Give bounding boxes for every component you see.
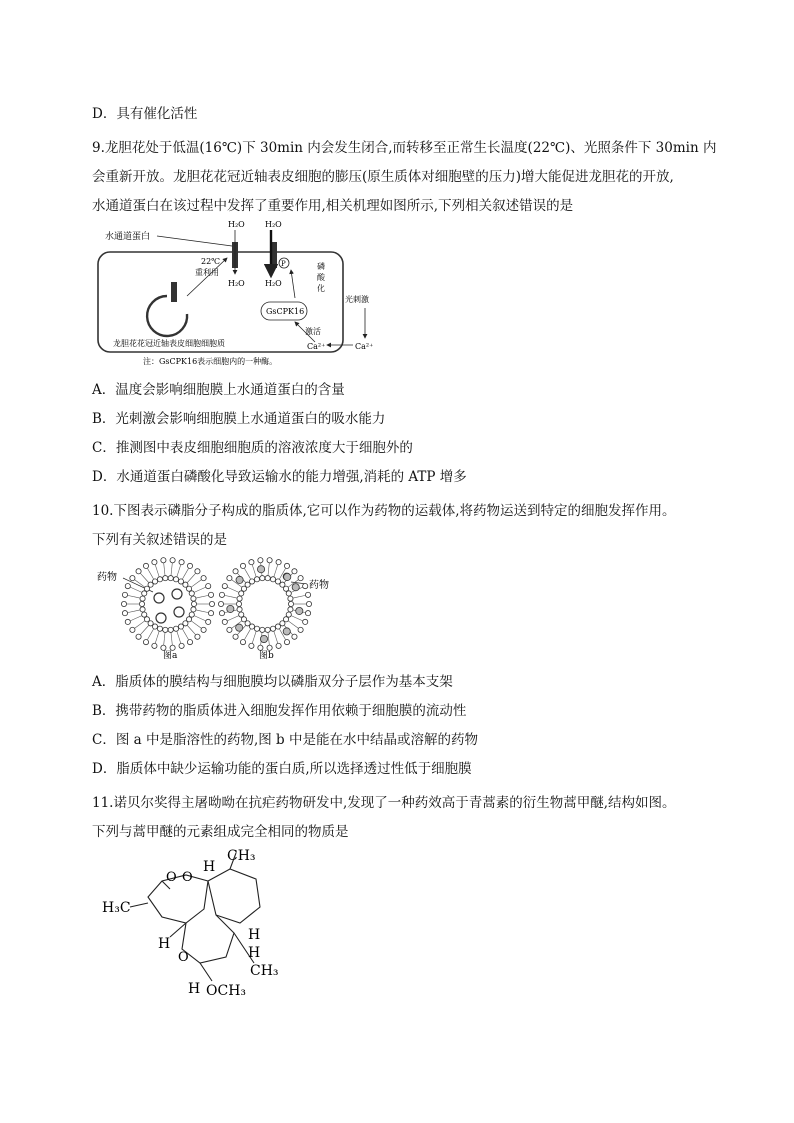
phospholipid-tail [291,616,297,619]
phospholipid-tail [268,569,269,575]
liposome-a [121,558,214,651]
drug-molecule [296,607,303,614]
phospholipid-tail [172,563,173,569]
phospholipid-tail [187,625,191,630]
svg-text:H₂O: H₂O [265,279,282,288]
phospholipid-head [209,601,214,606]
drug-molecule [284,573,291,580]
drug-molecule [283,628,290,635]
phospholipid-head [195,569,200,574]
phospholipid-tail [252,565,254,571]
q10-option-c: C．图 a 中是脂溶性的药物,图 b 中是能在水中结晶或溶解的药物 [92,732,478,748]
svg-text:GsCPK16: GsCPK16 [266,307,305,316]
phospholipid-tail [164,639,165,645]
phospholipid-tail [283,568,286,574]
q10-option-b: B．携带药物的脂质体进入细胞发挥作用依赖于细胞膜的流动性 [92,703,467,719]
vesicle-channel [171,282,177,302]
phospholipid-head [298,627,303,632]
drug-molecule [257,566,264,573]
phospholipid-tail [194,616,200,619]
phospholipid-head [241,617,246,622]
drug-a3 [174,607,184,617]
phospholipid-tail [244,568,247,574]
svg-text:化: 化 [317,284,325,293]
phospholipid-tail [164,569,165,575]
q9-stem-line2: 会重新开放。龙胆花花冠近轴表皮细胞的膨压(原生质体对细胞壁的压力)增大能促进龙胆花的开放, [92,169,674,185]
phospholipid-tail [164,563,165,569]
phospholipid-head [139,601,144,606]
svg-text:酸: 酸 [317,273,325,282]
phospholipid-tail [171,632,172,638]
phospholipid-head [240,640,245,645]
phospholipid-head [130,627,135,632]
phospholipid-head [219,611,224,616]
phospholipid-head [143,640,148,645]
phospholipid-tail [151,574,154,580]
phospholipid-head [254,626,259,631]
phospholipid-tail [130,618,136,621]
drug-a2 [172,589,182,599]
phospholipid-tail [231,597,237,598]
phospholipid-head [130,576,135,581]
q9-option-a: A．温度会影响细胞膜上水通道蛋白的含量 [92,382,345,398]
phospholipid-head [157,626,162,631]
phospholipid-head [163,576,168,581]
phospholipid-head [236,601,241,606]
phospholipid-tail [128,595,134,596]
drug-molecule [236,624,243,631]
phospholipid-head [125,584,130,589]
phospholipid-tail [130,587,136,590]
phospholipid-tail [155,637,157,643]
drug-molecule [260,635,267,642]
phospholipid-tail [225,595,231,596]
phospholipid-head [303,584,308,589]
phospholipid-head [303,619,308,624]
phospholipid-head [125,619,130,624]
phospholipid-tail [164,632,165,638]
svg-text:OCH₃: OCH₃ [206,983,247,999]
q10-stem-line2: 下列有关叙述错误的是 [92,532,227,548]
phospholipid-head [222,584,227,589]
phospholipid-tail [293,597,299,598]
phospholipid-tail [187,578,191,583]
svg-text:激活: 激活 [305,327,321,336]
phospholipid-tail [252,637,254,643]
phospholipid-head [237,596,242,601]
phospholipid-head [260,576,265,581]
phospholipid-head [292,634,297,639]
phospholipid-head [237,607,242,612]
q9-stem-line1: 9.龙胆花处于低温(16℃)下 30min 内会发生闭合,而转移至正常生长温度(22℃)、光照条件下 30min 内 [92,140,717,156]
svg-text:H: H [188,981,201,997]
phospholipid-tail [151,629,154,635]
phospholipid-tail [171,569,172,575]
phospholipid-head [288,607,293,612]
phospholipid-head [208,611,213,616]
q10-stem-line1: 10.下图表示磷脂分子构成的脂质体,它可以作为药物的运载体,将药物运送到特定的细胞发挥作用。 [92,503,676,519]
phospholipid-head [201,576,206,581]
svg-text:22℃: 22℃ [201,257,221,266]
phospholipid-tail [196,625,201,629]
phospholipid-tail [288,621,293,625]
recycled-vesicle [147,296,187,336]
phospholipid-head [179,643,184,648]
svg-text:CH₃: CH₃ [227,848,256,864]
phospholipid-head [288,596,293,601]
phospholipid-head [191,601,196,606]
q9-option-d: D．水通道蛋白磷酸化导致运输水的能力增强,消耗的 ATP 增多 [92,469,467,485]
phospholipid-head [168,576,173,581]
phospholipid-head [206,584,211,589]
phospholipid-tail [254,631,256,637]
phospholipid-head [276,643,281,648]
phospholipid-tail [157,631,159,637]
q8-option-d: D．具有催化活性 [92,106,198,122]
phospholipid-head [275,624,280,629]
phospholipid-head [249,560,254,565]
drug-molecule [227,605,234,612]
svg-text:Ca²⁺: Ca²⁺ [355,342,374,351]
phospholipid-head [305,611,310,616]
phospholipid-head [219,592,224,597]
phospholipid-head [152,579,157,584]
q9-option-c: C．推测图中表皮细胞细胞质的溶液浓度大于细胞外的 [92,440,413,456]
figure-note: 注：GsCPK16表示细胞内的一种酶。 [143,357,278,366]
q11-stem-line2: 下列与蒿甲醚的元素组成完全相同的物质是 [92,824,349,840]
phospholipid-tail [297,618,303,621]
phospholipid-tail [191,583,196,587]
phospholipid-tail [177,571,179,577]
phospholipid-head [270,626,275,631]
phospholipid-head [267,645,272,650]
drug-label-b: 药物 [309,580,329,591]
svg-text:H₂O: H₂O [228,279,245,288]
phospholipid-tail [191,630,195,635]
artemether-structure [100,845,279,1000]
phospholipid-head [143,563,148,568]
phospholipid-head [227,627,232,632]
phospholipid-head [140,607,145,612]
phospholipid-tail [196,610,202,611]
svg-text:H: H [248,927,261,943]
phospholipid-head [170,558,175,563]
phospholipid-tail [202,611,208,612]
svg-text:H: H [203,859,216,875]
phospholipid-tail [196,580,201,584]
svg-text:重利用: 重利用 [195,268,219,277]
drug-a4 [156,613,166,623]
phospholipid-head [152,560,157,565]
svg-text:O: O [178,950,189,965]
phospholipid-tail [274,571,276,577]
phospholipid-head [136,569,141,574]
phospholipid-head [144,617,149,622]
phospholipid-head [249,579,254,584]
phospholipid-head [142,612,147,617]
phospholipid-tail [202,595,208,596]
phospholipid-head [173,626,178,631]
phospholipid-head [161,645,166,650]
phospholipid-tail [140,621,145,625]
phospholipid-head [286,612,291,617]
phospholipid-head [286,591,291,596]
phospholipid-head [288,601,293,606]
cell-cytoplasm-label: 龙胆花花冠近轴表皮细胞细胞质 [113,339,225,348]
phospholipid-head [240,563,245,568]
svg-text:CH₃: CH₃ [250,963,279,979]
svg-text:H: H [248,945,261,961]
caption-a: 图a [163,651,178,661]
drug-a1 [154,593,164,603]
phospholipid-head [258,645,263,650]
phospholipid-tail [194,590,200,593]
phospholipid-head [140,596,145,601]
water-channel-diagram [95,218,385,370]
phospholipid-tail [254,571,256,577]
phospholipid-head [227,576,232,581]
phospholipid-head [298,576,303,581]
phospholipid-tail [135,580,140,584]
phospholipid-tail [128,611,134,612]
phospholipid-head [170,645,175,650]
phospholipid-head [270,577,275,582]
phospholipid-tail [248,574,251,580]
phospholipid-head [121,601,126,606]
phospholipid-head [163,627,168,632]
phospholipid-tail [293,625,298,629]
svg-text:光刺激: 光刺激 [345,295,369,304]
phospholipid-tail [145,578,149,583]
phospholipid-tail [200,618,206,621]
phospholipid-tail [276,637,278,643]
phospholipid-head [187,563,192,568]
phospholipid-head [178,624,183,629]
drug-molecule [292,584,299,591]
phospholipid-head [284,563,289,568]
phospholipid-tail [147,568,150,574]
phospholipid-tail [191,621,196,625]
cell-outline [98,252,343,352]
phospholipid-tail [179,637,181,643]
svg-text:H: H [158,936,171,952]
phospholipid-tail [276,565,278,571]
phospholipid-head [187,640,192,645]
phospholipid-tail [140,630,144,635]
phospholipid-tail [233,590,239,593]
phospholipid-tail [134,610,140,611]
phospholipid-head [292,569,297,574]
phospholipid-head [191,596,196,601]
phospholipid-tail [136,590,142,593]
phospholipid-tail [140,573,144,578]
phospholipid-tail [186,634,189,640]
svg-text:磷: 磷 [317,262,325,271]
q9-stem-line3: 水通道蛋白在该过程中发挥了重要作用,相关机理如图所示,下列相关叙述错误的是 [92,198,574,214]
phospholipid-head [283,586,288,591]
phospholipid-head [239,612,244,617]
phospholipid-head [157,577,162,582]
phospholipid-head [189,612,194,617]
q10-option-d: D．脂质体中缺少运输功能的蛋白质,所以选择透过性低于细胞膜 [92,761,472,777]
phospholipid-head [179,560,184,565]
phospholipid-head [136,634,141,639]
q9-option-b: B．光刺激会影响细胞膜上水通道蛋白的吸水能力 [92,411,386,427]
phospholipid-head [152,643,157,648]
phospholipid-tail [283,634,286,640]
phospholipid-head [284,640,289,645]
phospholipid-head [142,591,147,596]
svg-text:O: O [182,870,193,885]
phospholipid-tail [136,616,142,619]
phospholipid-tail [269,563,270,569]
phospholipid-tail [135,625,140,629]
phospholipid-tail [279,629,282,635]
liposome-diagram [95,558,345,662]
phospholipid-head [267,558,272,563]
phospholipid-head [173,577,178,582]
phospholipid-tail [274,631,276,637]
phospholipid-head [208,592,213,597]
phospholipid-head [306,601,311,606]
phospholipid-tail [177,631,179,637]
phospholipid-head [195,634,200,639]
phospholipid-tail [269,639,270,645]
phospholipid-head [249,643,254,648]
phospholipid-tail [227,618,233,621]
phospholipid-tail [172,639,173,645]
svg-text:O: O [166,870,177,885]
phospholipid-head [189,591,194,596]
phospholipid-tail [237,583,242,587]
phospholipid-tail [227,587,233,590]
drug-label-a: 药物 [97,572,117,583]
phospholipid-tail [145,625,149,630]
phospholipid-head [186,586,191,591]
phospholipid-head [161,558,166,563]
phospholipid-tail [196,597,202,598]
phospholipid-head [265,627,270,632]
phospholipid-head [265,576,270,581]
phospholipid-head [191,607,196,612]
q11-stem-line1: 11.诺贝尔奖得主屠呦呦在抗疟药物研发中,发现了一种药效高于青蒿素的衍生物蒿甲醚,结构如图。 [92,795,676,811]
phospholipid-tail [200,587,206,590]
phospholipid-tail [147,634,150,640]
caption-b: 图b [259,651,274,661]
svg-text:H₃C: H₃C [102,900,131,916]
liposome-b [218,558,311,651]
phospholipid-tail [155,565,157,571]
phospholipid-tail [182,629,185,635]
phospholipid-head [305,592,310,597]
svg-text:H₂O: H₂O [265,220,282,229]
phospholipid-tail [157,571,159,577]
phospholipid-tail [179,565,181,571]
svg-text:P: P [281,260,286,268]
phospholipid-tail [299,595,305,596]
phospholipid-tail [186,568,189,574]
svg-text:H₂O: H₂O [228,220,245,229]
phospholipid-head [239,591,244,596]
phospholipid-head [222,619,227,624]
phospholipid-head [258,558,263,563]
phospholipid-head [122,592,127,597]
phospholipid-head [276,560,281,565]
q10-option-a: A．脂质体的膜结构与细胞膜均以磷脂双分子层作为基本支架 [92,674,453,690]
phospholipid-tail [279,574,282,580]
phospholipid-head [206,619,211,624]
label-water-channel: 水通道蛋白 [105,232,151,242]
phospholipid-tail [134,597,140,598]
drug-molecule [236,576,243,583]
phospholipid-tail [248,629,251,635]
phospholipid-head [201,627,206,632]
phospholipid-head [218,601,223,606]
phospholipid-tail [244,634,247,640]
phospholipid-head [168,627,173,632]
phospholipid-tail [233,616,239,619]
phospholipid-tail [268,632,269,638]
svg-text:Ca²⁺: Ca²⁺ [307,342,326,351]
phospholipid-head [233,569,238,574]
phospholipid-head [233,634,238,639]
phospholipid-head [254,577,259,582]
phospholipid-head [260,627,265,632]
phospholipid-tail [182,574,185,580]
phospholipid-tail [191,573,195,578]
phospholipid-head [122,611,127,616]
